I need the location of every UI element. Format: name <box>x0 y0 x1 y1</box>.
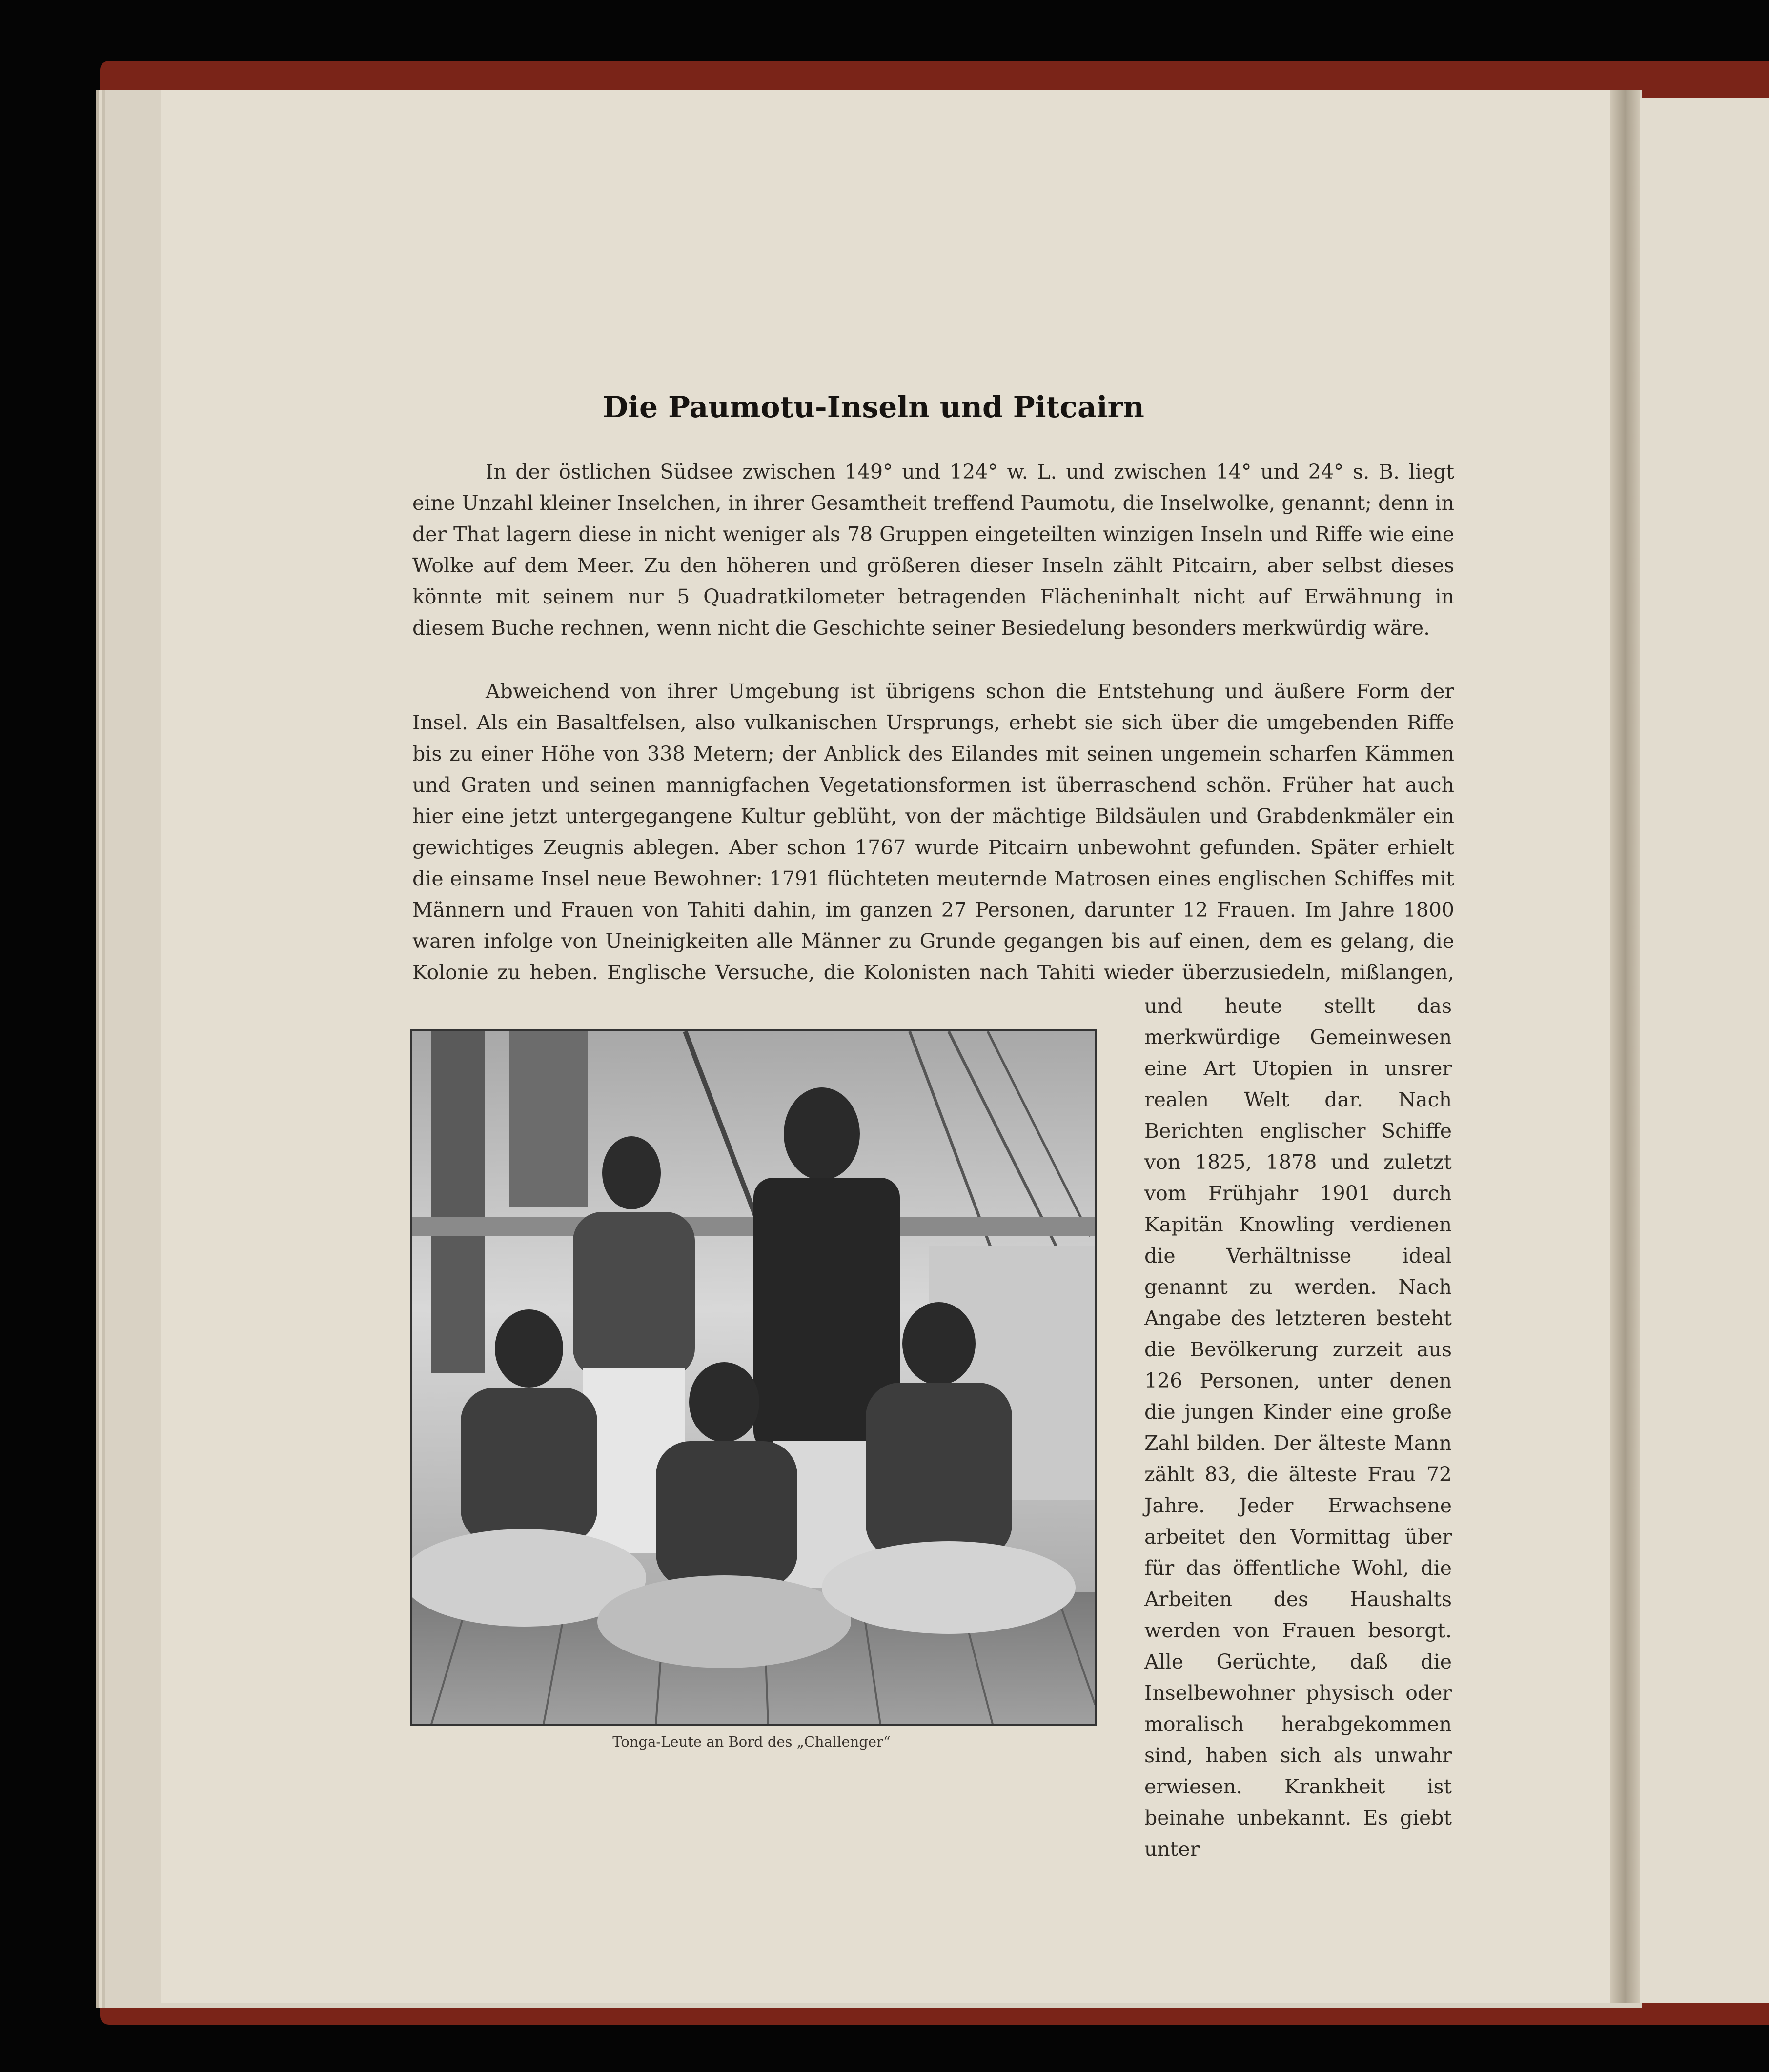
page-heading: Die Paumotu-Inseln und Pitcairn <box>603 390 1144 424</box>
photograph-tonga-people <box>410 1029 1097 1726</box>
paragraph-2: Abweichend von ihrer Umgebung ist übrigens schon die Entstehung und äußere Form der Insel. Als ein Basaltfelsen, also vulkanischen Ursprungs, erhebt sie sich über die umgebenden Riffe bis zu einer Höhe von 338 Metern; der Anblick des Eilandes mit seinen ungemein scharfen Kämmen und Graten und seinen mannigfachen Vegetationsformen ist überraschend schön. Früher hat auch hier eine jetzt untergegangene Kultur geblüht, von der mächtige Bildsäulen und Grabdenkmäler ein gewichtiges Zeugnis ablegen. Aber schon 1767 wurde Pitcairn unbewohnt gefunden. Später erhielt die einsame Insel neue Bewohner: 1791 flüchteten meuternde Matrosen eines englischen Schiffes mit Männern und Frauen von Tahiti dahin, im ganzen 27 Personen, darunter 12 Frauen. Im Jahre 1800 waren infolge von Uneinigkeiten alle Männer zu Grunde gegangen bis auf einen, dem es gelang, die Kolonie zu heben. Englische Versuche, die Kolonisten nach Tahiti wieder überzusiedeln, mißlangen, <box>412 680 1454 984</box>
photograph-illustration <box>412 1031 1095 1724</box>
photo-caption: Tonga-Leute an Bord des „Challenger“ <box>612 1733 891 1750</box>
book-gutter <box>1610 90 1640 2003</box>
paragraph-1: In der östlichen Südsee zwischen 149° und 124° w. L. und zwischen 14° und 24° s. B. liegt eine Unzahl kleiner Inselchen, in ihrer Gesamtheit treffend Paumotu, die Inselwolke, genannt; denn in der That lagern diese in nicht weniger als 78 Gruppen eingeteilten winzigen Inseln und Riffe wie eine Wolke auf dem Meer. Zu den höheren und größeren dieser Inseln zählt Pitcairn, aber selbst dieses könnte mit seinem nur 5 Quadratkilometer betragenden Flächeninhalt nicht auf Erwähnung in diesem Buche rechnen, wenn nicht die Geschichte seiner Besiedelung besonders merkwürdig wäre. <box>412 460 1454 640</box>
paragraph-3: und heute stellt das merkwürdige Gemeinwesen eine Art Utopien in unsrer realen Welt dar. Nach Berichten englischer Schiffe von 1825, 1878 und zuletzt vom Frühjahr 1901 durch Kapitän Knowling verdienen die Verhältnisse ideal genannt zu werden. Nach Angabe des letzteren besteht die Bevölkerung zurzeit aus 126 Personen, unter denen die jungen Kinder eine große Zahl bilden. Der älteste Mann zählt 83, die älteste Frau 72 Jahre. Jeder Erwachsene arbeitet den Vormittag über für das öffentliche Wohl, die Arbeiten des Haushalts werden von Frauen besorgt. Alle Gerüchte, daß die Inselbewohner physisch oder moralisch herabgekommen sind, haben sich als unwahr erwiesen. Krankheit ist beinahe unbekannt. Es giebt unter <box>1144 994 1452 1861</box>
facing-page <box>1640 98 1769 2003</box>
